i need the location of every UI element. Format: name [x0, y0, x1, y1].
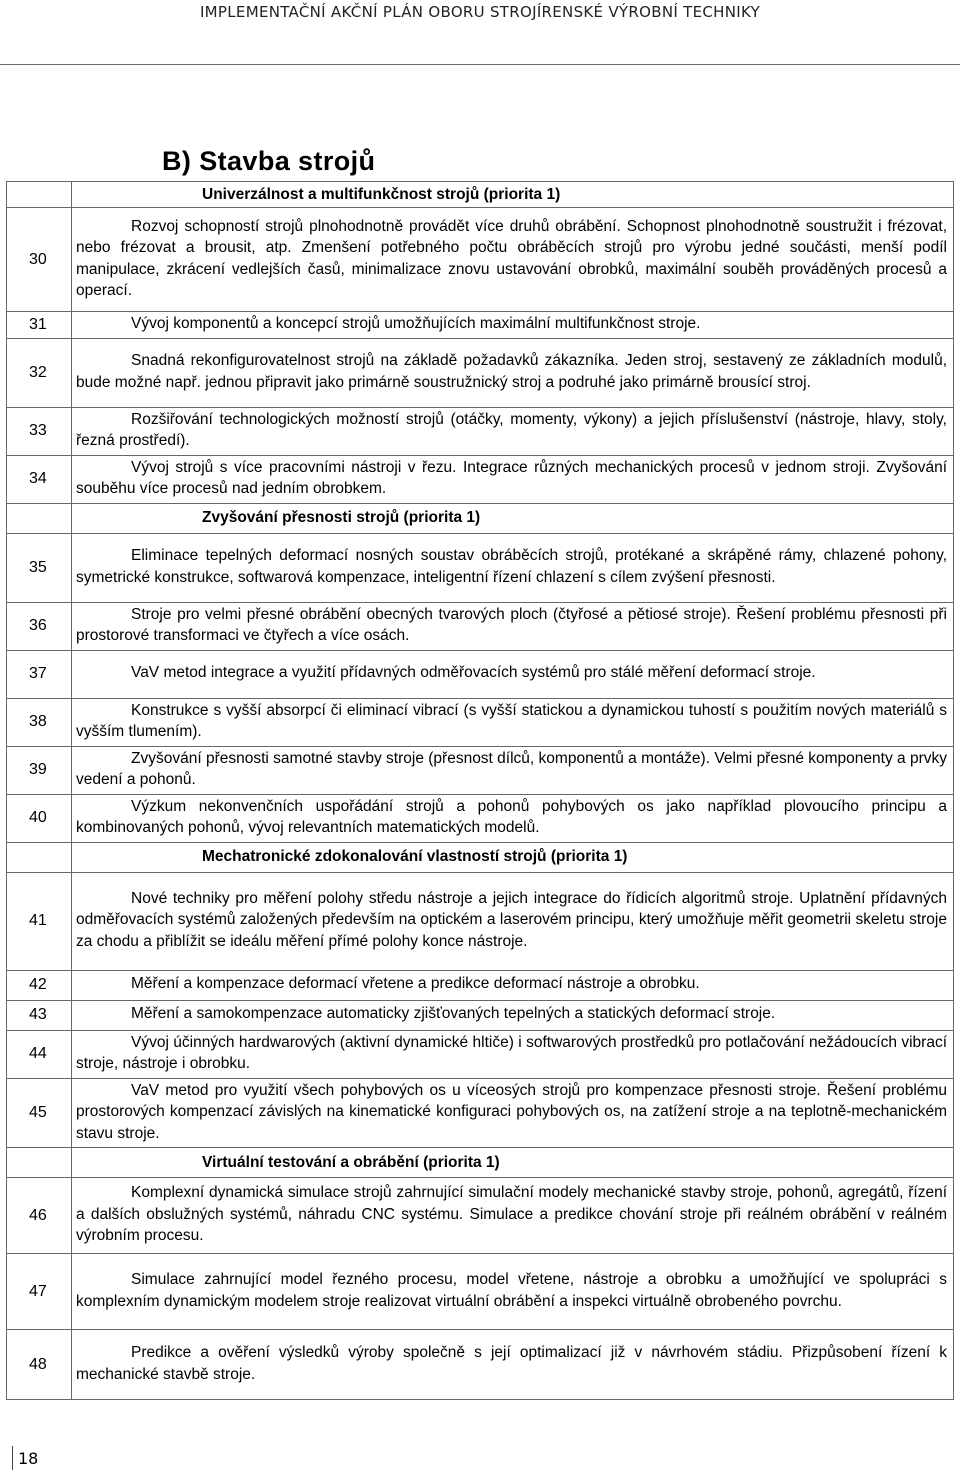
header-rule	[0, 64, 960, 65]
item-text-rest: principu a kombinovaných pohonů, vývoj relevantních matematických modelů.	[76, 797, 948, 836]
item-text-lead: Vývoj komponentů a koncepcí strojů umožňujících maximální multifunkčnost stroje.	[131, 315, 701, 332]
item-text	[72, 1030, 954, 1078]
item-text-lead: VaV metod pro využití všech pohybových os u víceosých strojů pro kompenzace přesnosti	[131, 1081, 773, 1099]
item-text-lead: VaV metod integrace a využití přídavných odměřovacích systémů pro stálé měření deformací	[131, 664, 770, 682]
item-text-lead: Konstrukce s vyšší absorpcí či eliminací vibrací (s vyšší statickou a dynamickou tuhostí s	[131, 701, 749, 719]
item-text-lead: Stroje pro velmi přesné obrábění obecných tvarových ploch (čtyřosé a pětiosé stroje).	[131, 605, 731, 623]
item-text	[72, 1330, 954, 1400]
item-text-rest: Integrace různých mechanických procesů v jednom stroji. Zvyšování souběhu více procesů nad jedním obrobkem.	[76, 458, 947, 497]
table-row	[7, 872, 954, 970]
category-number-cell	[7, 182, 72, 208]
item-text-rest: ve spolupráci s komplexním dynamickým modelem stroje realizovat virtuální obrábění a inspekci virtuálně obrobeného povrchu.	[76, 1271, 947, 1310]
table-row	[7, 1030, 954, 1078]
table-row	[7, 533, 954, 602]
item-text-rest: Schopnost plnohodnotně soustružit i frézovat, nebo frézovat a brousit, atp. Zmenšení potřebného počtu obráběcích strojů pro výrobu jedné součásti, menší podíl manipulace, zkrácení vedlejších časů, minimalizace znovu ustavování obrobků, maximální souběh prováděných procesů a operací.	[76, 217, 947, 299]
item-number: 46	[7, 1178, 72, 1254]
item-text	[72, 338, 954, 407]
item-number: 33	[7, 407, 72, 455]
item-text-rest: stroje.	[769, 664, 816, 682]
footer-rule	[12, 1446, 13, 1470]
item-text	[72, 602, 954, 650]
item-text	[72, 455, 954, 503]
page-number: 18	[18, 1449, 39, 1468]
table-row	[7, 1078, 954, 1148]
item-text-lead: Eliminace tepelných deformací nosných soustav obráběcích strojů, protékané a skrápěné	[131, 547, 772, 564]
item-text-rest: rámy, chlazené pohony, symetrické konstrukce, softwarová kompenzace, inteligentní řízení chlazení s cílem zvýšení přesnosti.	[76, 547, 947, 586]
item-text	[72, 1000, 954, 1030]
item-text-lead: Měření a samokompenzace automaticky zjišťovaných tepelných a statických deformací stroje.	[131, 1005, 776, 1023]
item-number: 47	[7, 1254, 72, 1330]
category-heading: Virtuální testování a obrábění (priorita 1)	[72, 1148, 954, 1178]
item-text-lead: Rozvoj schopností strojů plnohodnotně provádět více druhů obrábění.	[131, 217, 621, 235]
item-text-rest: použitím nových materiálů s vyšším tlumením).	[76, 701, 947, 740]
item-text-rest: pohonů, agregátů, řízení a dalších obslužných systémů, náhradu CNC systému. Simulace a predikce chování stroje při reálném obrábění v reálném výrobním procesu.	[76, 1184, 948, 1245]
table-row	[7, 650, 954, 698]
item-number: 38	[7, 698, 72, 746]
item-number: 48	[7, 1330, 72, 1400]
item-text	[72, 872, 954, 970]
item-text-lead: Predikce a ověření výsledků výroby společně s její optimalizací již v návrhovém stádiu.	[131, 1344, 783, 1361]
items-table	[6, 181, 954, 1400]
item-text-lead: Rozšiřování technologických možností strojů (otáčky, momenty, výkony) a jejich příslušenství	[131, 410, 789, 428]
item-text-rest: Jeden stroj, sestavený ze základních modulů, bude možné např. jednou připravit jako primárně soustružnický stroj a podruhé jako primárně brousící stroj.	[76, 352, 947, 391]
item-text-rest: Řešení problému přesnosti při prostorové transformaci ve čtyřech a více osách.	[76, 605, 947, 644]
item-text	[72, 746, 954, 794]
item-text	[72, 533, 954, 602]
item-text	[72, 970, 954, 1000]
item-text-rest: Velmi přesné komponenty a prvky vedení a pohonů.	[76, 749, 947, 788]
item-number: 45	[7, 1078, 72, 1148]
item-text	[72, 794, 954, 842]
item-text	[72, 1078, 954, 1148]
category-number-cell	[7, 1148, 72, 1178]
item-number: 32	[7, 338, 72, 407]
item-text-rest: potlačování nežádoucích vibrací stroje, nástroje i obrobku.	[76, 1033, 947, 1072]
item-text-lead: Zvyšování přesnosti samotné stavby stroje (přesnost dílců, komponentů a montáže).	[131, 749, 711, 767]
category-heading: Mechatronické zdokonalování vlastností strojů (priorita 1)	[72, 842, 954, 872]
table-row	[7, 1178, 954, 1254]
item-number: 43	[7, 1000, 72, 1030]
table-row	[7, 338, 954, 407]
item-text-rest: Přizpůsobení řízení k mechanické stavbě stroje.	[76, 1344, 947, 1383]
item-text	[72, 1178, 954, 1254]
item-number: 37	[7, 650, 72, 698]
category-row	[7, 503, 954, 533]
table-row	[7, 602, 954, 650]
item-text-lead: Vývoj účinných hardwarových (aktivní dynamické hltiče) i softwarových prostředků pro	[131, 1033, 721, 1051]
item-text-lead: Výzkum nekonvenčních uspořádání strojů a pohonů pohybových os jako například plovoucího	[131, 797, 859, 815]
item-text-rest: stroje. Řešení problému prostorových kompenzací závislých na kinematické konfiguraci pohybových os, na zatížení stroje a na teplotně-mechanickém stavu stroje.	[76, 1081, 948, 1142]
item-text-lead: Nové techniky pro měření polohy středu nástroje a jejich integrace do řídicích algoritmů stroje.	[131, 889, 794, 907]
category-number-cell	[7, 842, 72, 872]
item-number: 40	[7, 794, 72, 842]
category-number-cell	[7, 503, 72, 533]
table-row	[7, 455, 954, 503]
table-row	[7, 970, 954, 1000]
category-heading: Univerzálnost a multifunkčnost strojů (priorita 1)	[72, 182, 954, 208]
item-number: 35	[7, 533, 72, 602]
item-text-lead: Snadná rekonfigurovatelnost strojů na základě požadavků zákazníka.	[131, 352, 619, 369]
item-text	[72, 312, 954, 339]
item-number: 31	[7, 312, 72, 339]
item-text-rest: (nástroje, hlavy, stoly, řezná prostředí).	[76, 410, 947, 449]
section-title: B) Stavba strojů	[162, 146, 376, 176]
table-row	[7, 407, 954, 455]
running-header: IMPLEMENTAČNÍ AKČNÍ PLÁN OBORU STROJÍRENSKÉ VÝROBNÍ TECHNIKY	[199, 3, 761, 21]
table-row	[7, 794, 954, 842]
table-row	[7, 746, 954, 794]
table-row	[7, 1254, 954, 1330]
category-row	[7, 842, 954, 872]
item-text	[72, 698, 954, 746]
item-number: 30	[7, 208, 72, 312]
item-number: 41	[7, 872, 72, 970]
item-text-lead: Komplexní dynamická simulace strojů zahrnující simulační modely mechanické stavby stroje,	[131, 1184, 773, 1202]
item-number: 44	[7, 1030, 72, 1078]
table-row	[7, 698, 954, 746]
item-text	[72, 1254, 954, 1330]
table-row	[7, 208, 954, 312]
category-row	[7, 182, 954, 208]
item-number: 34	[7, 455, 72, 503]
item-text-lead: Měření a kompenzace deformací vřetene a predikce deformací nástroje a obrobku.	[131, 975, 700, 993]
item-number: 36	[7, 602, 72, 650]
item-text-lead: Vývoj strojů s více pracovními nástroji v řezu.	[131, 458, 457, 476]
table-row	[7, 1330, 954, 1400]
category-row	[7, 1148, 954, 1178]
item-text	[72, 208, 954, 312]
category-heading: Zvyšování přesnosti strojů (priorita 1)	[72, 503, 954, 533]
item-text-rest: Uplatnění přídavných odměřovacích systémů založených především na optickém a laserovém principu, který umožňuje měřit geometrii skeletu stroje za chodu a přiblížit se ideálu měření přímé polohy konce nástroje.	[76, 889, 947, 950]
item-number: 42	[7, 970, 72, 1000]
table-row	[7, 312, 954, 339]
table-row	[7, 1000, 954, 1030]
item-number: 39	[7, 746, 72, 794]
item-text	[72, 650, 954, 698]
item-text	[72, 407, 954, 455]
item-text-lead: Simulace zahrnující model řezného procesu, model vřetene, nástroje a obrobku a umožňující	[131, 1271, 825, 1288]
